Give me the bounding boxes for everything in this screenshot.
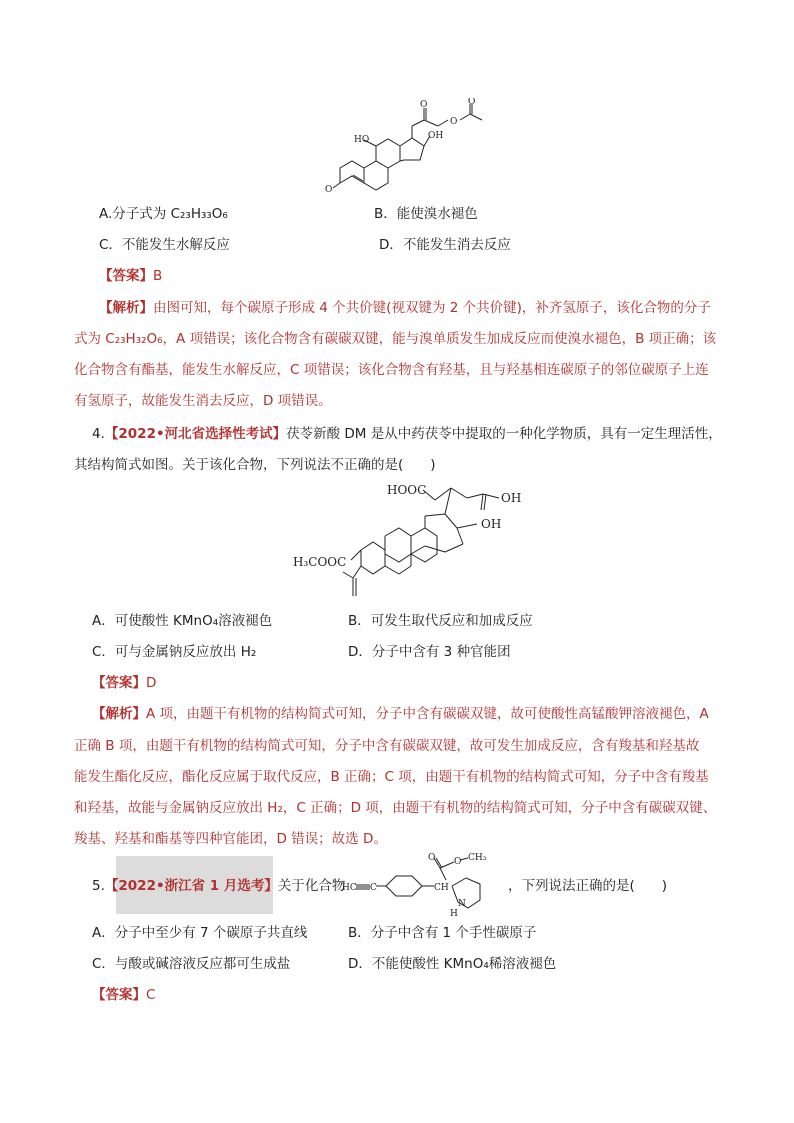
q4-option-b: B．可发生取代反应和加成反应 — [348, 613, 533, 629]
q3-mol-label-1: O — [420, 100, 428, 110]
q5-option-d: D．不能使酸性 KMnO₄稀溶液褪色 — [348, 956, 557, 972]
q4-analysis-text-0: A 项，由题干有机物的结构简式可知，分子中含有碳碳双键，故可使酸性高锰酸钾溶液褪色，A — [146, 706, 709, 722]
q4-source: 【2022•河北省选择性考试】 — [104, 426, 287, 442]
q3-analysis-line-0 — [99, 298, 711, 318]
q3-answer-tag: 【答案】 — [99, 268, 153, 284]
q4-answer-tag: 【答案】 — [92, 675, 146, 691]
q5-mol-label-7: H — [450, 909, 458, 918]
q5-molecule — [340, 850, 506, 918]
q4-analysis-line-2: 能发生酯化反应，酯化反应属于取代反应，B 正确；C 项，由题干有机物的结构简式可知，分子中含有羧基 — [74, 769, 709, 785]
q5-answer-value: C — [146, 987, 156, 1003]
q5-stem-pre: 关于化合物 — [277, 878, 346, 894]
q5-mol-label-2: CH₃ — [468, 853, 487, 863]
q5-stem — [92, 876, 345, 896]
q4-stem-text-1: 茯苓新酸 DM 是从中药茯苓中提取的一种化学物质，具有一定生理活性， — [286, 426, 722, 442]
q4-option-a: A．可使酸性 KMnO₄溶液褪色 — [92, 613, 273, 629]
q3-mol-label-0: O — [325, 185, 333, 195]
q3-option-a: A.分子式为 C₂₃H₃₃O₆ — [99, 206, 228, 222]
q4-mol-label-2: OH — [481, 517, 502, 531]
q4-analysis-line-0 — [92, 704, 709, 724]
q3-analysis-text-0: 由图可知，每个碳原子形成 4 个共价键(视双键为 2 个共价键)，补齐氢原子，该化合物的分子 — [153, 300, 711, 316]
q5-mol-label-3: HC — [342, 883, 357, 893]
q4-mol-label-3: H₃COOC — [293, 555, 347, 569]
q3-mol-label-5: O — [468, 98, 476, 107]
q4-analysis-line-4: 羧基、羟基和酯基等四种官能团，D 错误；故选 D。 — [74, 831, 387, 847]
q3-option-d: D．不能发生消去反应 — [379, 237, 511, 253]
q3-answer-value: B — [153, 268, 163, 284]
q3-answer — [99, 266, 162, 286]
q5-mol-label-4: C — [370, 883, 377, 893]
q4-analysis-line-3: 和羟基，故能与金属钠反应放出 H₂，C 正确；D 项，由题干有机物的结构简式可知，分子中含有碳碳双键、 — [74, 800, 717, 816]
q4-number: 4. — [92, 426, 105, 442]
q3-analysis-tag: 【解析】 — [99, 300, 153, 316]
q4-mol-label-0: HOOC — [387, 483, 427, 497]
q5-mol-label-5: CH — [434, 883, 449, 893]
q5-stem-post: ，下列说法正确的是( ) — [508, 878, 668, 894]
q4-option-c: C．可与金属钠反应放出 H₂ — [92, 644, 257, 660]
q4-answer — [92, 673, 156, 693]
q3-analysis-line-2: 化合物含有酯基，能发生水解反应，C 项错误；该化合物含有羟基，且与羟基相连碳原子的邻位碳原子上连 — [74, 362, 709, 378]
q5-number: 5. — [92, 878, 105, 894]
q5-option-c: C．与酸或碱溶液反应都可生成盐 — [92, 956, 291, 972]
q4-molecule — [285, 480, 545, 610]
q3-analysis-line-1: 式为 C₂₃H₃₂O₆，A 项错误；该化合物含有碳碳双键，能与溴单质发生加成反应而使溴水褪色，B 项正确；该 — [74, 331, 717, 347]
q5-mol-label-0: O — [428, 853, 436, 863]
q4-answer-value: D — [146, 675, 157, 691]
q5-mol-label-6: N — [458, 899, 466, 909]
q5-mol-label-1: O — [454, 857, 462, 867]
q5-option-b: B．分子中含有 1 个手性碳原子 — [348, 925, 537, 941]
q5-source: 【2022•浙江省 1 月选考】 — [104, 878, 278, 894]
q4-mol-label-1: OH — [501, 491, 522, 505]
q5-answer — [92, 985, 155, 1005]
q3-mol-label-4: OH — [428, 131, 444, 141]
q4-stem-line-2: 其结构简式如图。关于该化合物，下列说法不正确的是( ) — [74, 457, 436, 473]
q4-analysis-line-1: 正确 B 项，由题干有机物的结构简式可知，分子中含有碳碳双键，故可发生加成反应，含有羧基和羟基故 — [74, 738, 700, 754]
q3-mol-label-2: O — [450, 117, 458, 127]
q3-analysis-line-3: 有氢原子，故能发生消去反应，D 项错误。 — [74, 393, 332, 409]
q5-answer-tag: 【答案】 — [92, 987, 146, 1003]
q4-analysis-tag: 【解析】 — [92, 706, 146, 722]
q3-option-b: B．能使溴水褪色 — [374, 206, 478, 222]
q5-option-a: A．分子中至少有 7 个碳原子共直线 — [92, 925, 308, 941]
q4-stem-line-1 — [92, 424, 722, 444]
q3-molecule — [320, 98, 520, 198]
q4-option-d: D．分子中含有 3 种官能团 — [348, 644, 511, 660]
q3-mol-label-3: HO — [354, 135, 370, 145]
q3-option-c: C．不能发生水解反应 — [99, 237, 230, 253]
